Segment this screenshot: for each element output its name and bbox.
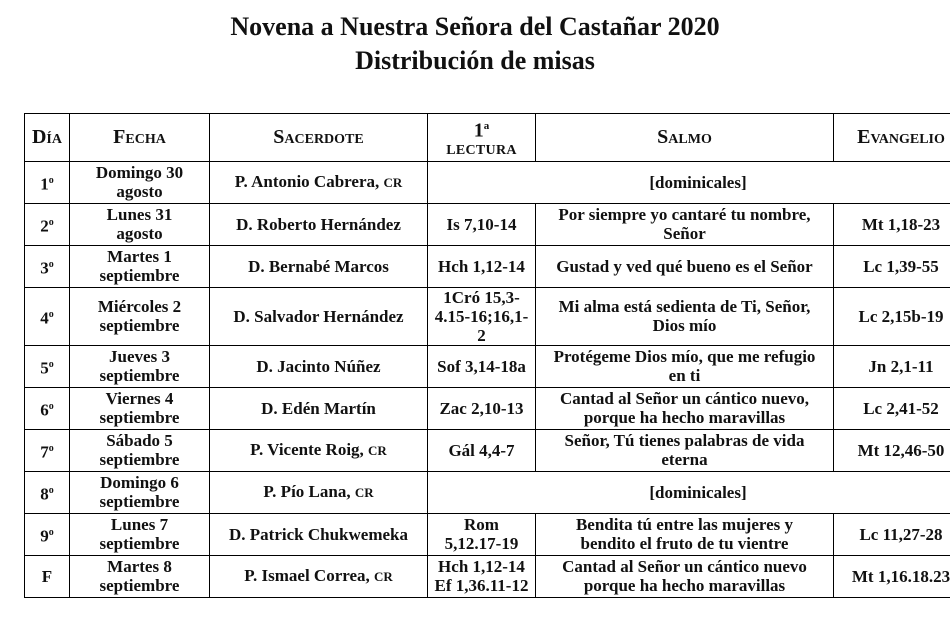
evangelio-cell: Lc 11,27-28 xyxy=(834,513,950,555)
evangelio-cell: Lc 2,15b-19 xyxy=(834,287,950,345)
lectura-superscript: a xyxy=(483,120,490,132)
dia-cell: F xyxy=(25,555,70,597)
sacerdote-cell: P. Antonio Cabrera, CR xyxy=(210,161,428,203)
lectura-number: 1 xyxy=(473,119,484,142)
lectura-word: LECTURA xyxy=(446,142,517,158)
fecha-cell: Sábado 5 septiembre xyxy=(70,429,210,471)
dia-cell: 5$^o$ xyxy=(25,345,70,387)
lectura-cell: Gál 4,4-7 xyxy=(428,429,536,471)
table-row xyxy=(25,203,950,245)
header-sacerdote: Sacerdote xyxy=(210,114,428,162)
table-row xyxy=(25,471,950,513)
lectura-cell: 1Cró 15,3- 4.15-16;16,1-2 xyxy=(428,287,536,345)
dia-cell: 1$^o$ xyxy=(25,161,70,203)
sacerdote-cell: D. Bernabé Marcos xyxy=(210,245,428,287)
evangelio-cell: Mt 1,18-23 xyxy=(834,203,950,245)
salmo-cell: Señor, Tú tienes palabras de vida eterna xyxy=(536,429,834,471)
sacerdote-cell: P. Ismael Correa, CR xyxy=(210,555,428,597)
sacerdote-cell: D. Edén Martín xyxy=(210,387,428,429)
dia-cell: 6$^o$ xyxy=(25,387,70,429)
sacerdote-cell: D. Roberto Hernández xyxy=(210,203,428,245)
sacerdote-cell: D. Jacinto Núñez xyxy=(210,345,428,387)
salmo-cell: Por siempre yo cantaré tu nombre, Señor xyxy=(536,203,834,245)
table-row xyxy=(25,345,950,387)
sacerdote-cell: D. Patrick Chukwemeka xyxy=(210,513,428,555)
evangelio-cell: Mt 1,16.18.23 xyxy=(834,555,950,597)
sacerdote-cell: D. Salvador Hernández xyxy=(210,287,428,345)
header-fecha: Fecha xyxy=(70,114,210,162)
salmo-cell: Protégeme Dios mío, que me refugio en ti xyxy=(536,345,834,387)
fecha-cell: Domingo 30 agosto xyxy=(70,161,210,203)
table-row xyxy=(25,555,950,597)
table-row xyxy=(25,513,950,555)
salmo-cell: Cantad al Señor un cántico nuevo, porque ha hecho maravillas xyxy=(536,387,834,429)
dia-cell: 9$^o$ xyxy=(25,513,70,555)
lectura-cell: Hch 1,12-14 Ef 1,36.11-12 xyxy=(428,555,536,597)
header-lectura xyxy=(428,114,536,162)
fecha-cell: Lunes 7 septiembre xyxy=(70,513,210,555)
dominicales-cell: [dominicales] xyxy=(428,161,950,203)
fecha-cell: Viernes 4 septiembre xyxy=(70,387,210,429)
header-evangelio: Evangelio xyxy=(834,114,950,162)
fecha-cell: Lunes 31 agosto xyxy=(70,203,210,245)
header-row xyxy=(25,114,950,162)
document-title: Novena a Nuestra Señora del Castañar 2020 xyxy=(230,12,720,41)
document-subtitle: Distribución de misas xyxy=(355,46,595,75)
fecha-cell: Martes 1 septiembre xyxy=(70,245,210,287)
evangelio-cell: Lc 2,41-52 xyxy=(834,387,950,429)
lectura-cell: Hch 1,12-14 xyxy=(428,245,536,287)
fecha-cell: Domingo 6 septiembre xyxy=(70,471,210,513)
fecha-cell: Jueves 3 septiembre xyxy=(70,345,210,387)
table-row xyxy=(25,387,950,429)
salmo-cell: Mi alma está sedienta de Ti, Señor, Dios mío xyxy=(536,287,834,345)
table-row xyxy=(25,287,950,345)
table-row xyxy=(25,429,950,471)
table-row xyxy=(25,245,950,287)
salmo-cell: Gustad y ved qué bueno es el Señor xyxy=(536,245,834,287)
dia-cell: 7$^o$ xyxy=(25,429,70,471)
evangelio-cell: Lc 1,39-55 xyxy=(834,245,950,287)
sacerdote-cell: P. Pío Lana, CR xyxy=(210,471,428,513)
lectura-cell: Sof 3,14-18a xyxy=(428,345,536,387)
dia-cell: 4$^o$ xyxy=(25,287,70,345)
dia-cell: 2$^o$ xyxy=(25,203,70,245)
fecha-cell: Martes 8 septiembre xyxy=(70,555,210,597)
salmo-cell: Cantad al Señor un cántico nuevo porque ha hecho maravillas xyxy=(536,555,834,597)
dia-cell: 3$^o$ xyxy=(25,245,70,287)
lectura-cell: Is 7,10-14 xyxy=(428,203,536,245)
evangelio-cell: Mt 12,46-50 xyxy=(834,429,950,471)
lectura-cell: Rom 5,12.17-19 xyxy=(428,513,536,555)
evangelio-cell: Jn 2,1-11 xyxy=(834,345,950,387)
fecha-cell: Miércoles 2 septiembre xyxy=(70,287,210,345)
dominicales-cell: [dominicales] xyxy=(428,471,950,513)
header-salmo: Salmo xyxy=(536,114,834,162)
sacerdote-cell: P. Vicente Roig, CR xyxy=(210,429,428,471)
salmo-cell: Bendita tú entre las mujeres y bendito el fruto de tu vientre xyxy=(536,513,834,555)
lectura-cell: Zac 2,10-13 xyxy=(428,387,536,429)
dia-cell: 8$^o$ xyxy=(25,471,70,513)
header-dia: Día xyxy=(25,114,70,162)
masses-table xyxy=(24,113,950,598)
table-row xyxy=(25,161,950,203)
